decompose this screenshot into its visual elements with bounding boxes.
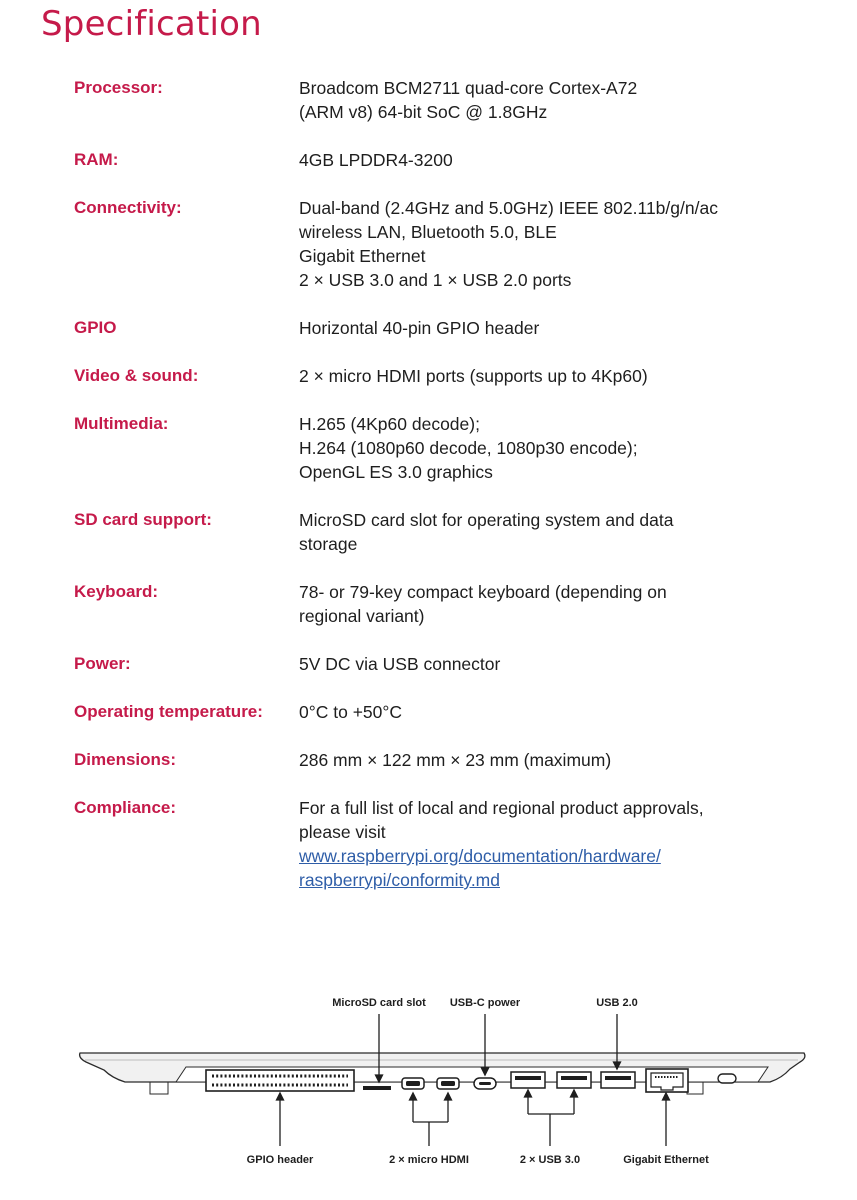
spec-label: SD card support:	[74, 510, 212, 529]
spec-value-line: 286 mm × 122 mm × 23 mm (maximum)	[299, 750, 612, 770]
spec-value-line: please visit	[299, 822, 386, 842]
spec-value-line: 0°C to +50°C	[299, 702, 403, 722]
spec-label: Keyboard:	[74, 582, 159, 601]
port-diagram	[0, 990, 857, 1190]
ethernet-port	[646, 1069, 688, 1092]
spec-label: Compliance:	[74, 798, 177, 817]
spec-value-line: 2 × USB 3.0 and 1 × USB 2.0 ports	[299, 270, 572, 290]
microsd-label: MicroSD card slot	[332, 997, 426, 1009]
spec-value-line: H.265 (4Kp60 decode);	[299, 414, 480, 434]
spec-label: Power:	[74, 654, 131, 673]
spec-value	[299, 316, 724, 340]
page-title: Specification	[41, 4, 262, 44]
spec-value-line: 4GB LPDDR4-3200	[299, 150, 453, 170]
spec-value-line: 2 × micro HDMI ports (supports up to 4Kp60)	[299, 366, 648, 386]
callout-arrows-bottom	[277, 1090, 670, 1146]
spec-label: Processor:	[74, 78, 163, 97]
spec-value-line: regional variant)	[299, 606, 425, 626]
spec-value	[299, 700, 724, 724]
spec-value	[299, 196, 724, 292]
security-slot-icon	[718, 1074, 736, 1083]
spec-value	[299, 412, 724, 484]
spec-value-line: MicroSD card slot for operating system and data	[299, 510, 674, 530]
ethernet-label: Gigabit Ethernet	[623, 1154, 709, 1166]
spec-label: Operating temperature:	[74, 702, 263, 721]
spec-value	[299, 748, 724, 772]
usb2-label: USB 2.0	[596, 997, 638, 1009]
spec-value-line: wireless LAN, Bluetooth 5.0, BLE	[299, 222, 557, 242]
spec-value-line: Dual-band (2.4GHz and 5.0GHz) IEEE 802.11b/g/n/ac	[299, 198, 718, 218]
spec-label: Multimedia:	[74, 414, 169, 433]
spec-label: RAM:	[74, 150, 119, 169]
spec-value-line: 5V DC via USB connector	[299, 654, 501, 674]
spec-value-line: Broadcom BCM2711 quad-core Cortex-A72	[299, 78, 638, 98]
spec-value	[299, 508, 724, 556]
gpio-label: GPIO header	[246, 1154, 314, 1166]
spec-value-line: OpenGL ES 3.0 graphics	[299, 462, 493, 482]
spec-value	[299, 364, 724, 388]
spec-value-line: (ARM v8) 64-bit SoC @ 1.8GHz	[299, 102, 548, 122]
gpio-header	[206, 1070, 354, 1091]
spec-value-line: 78- or 79-key compact keyboard (depending on	[299, 582, 667, 602]
spec-value	[299, 580, 724, 628]
conformity-link[interactable]: www.raspberrypi.org/documentation/hardware/	[299, 846, 661, 866]
usb2-port	[601, 1072, 635, 1088]
spec-value	[299, 148, 724, 172]
hdmi-label: 2 × micro HDMI	[389, 1154, 469, 1166]
spec-label: Connectivity:	[74, 198, 182, 217]
spec-value-line: Gigabit Ethernet	[299, 246, 426, 266]
spec-value-line: For a full list of local and regional product approvals,	[299, 798, 704, 818]
usb3-label: 2 × USB 3.0	[519, 1154, 581, 1166]
spec-label: GPIO	[74, 318, 117, 337]
spec-value	[299, 796, 724, 892]
usb-c-port	[474, 1078, 496, 1089]
spec-label: Dimensions:	[74, 750, 177, 769]
conformity-link[interactable]: raspberrypi/conformity.md	[299, 870, 500, 890]
spec-value-line: H.264 (1080p60 decode, 1080p30 encode);	[299, 438, 638, 458]
usbc-label: USB-C power	[449, 997, 521, 1009]
spec-value-line: Horizontal 40-pin GPIO header	[299, 318, 540, 338]
spec-value-line: storage	[299, 534, 358, 554]
spec-label: Video & sound:	[74, 366, 199, 385]
microsd-slot	[363, 1086, 391, 1090]
spec-value	[299, 76, 724, 124]
spec-value	[299, 652, 724, 676]
